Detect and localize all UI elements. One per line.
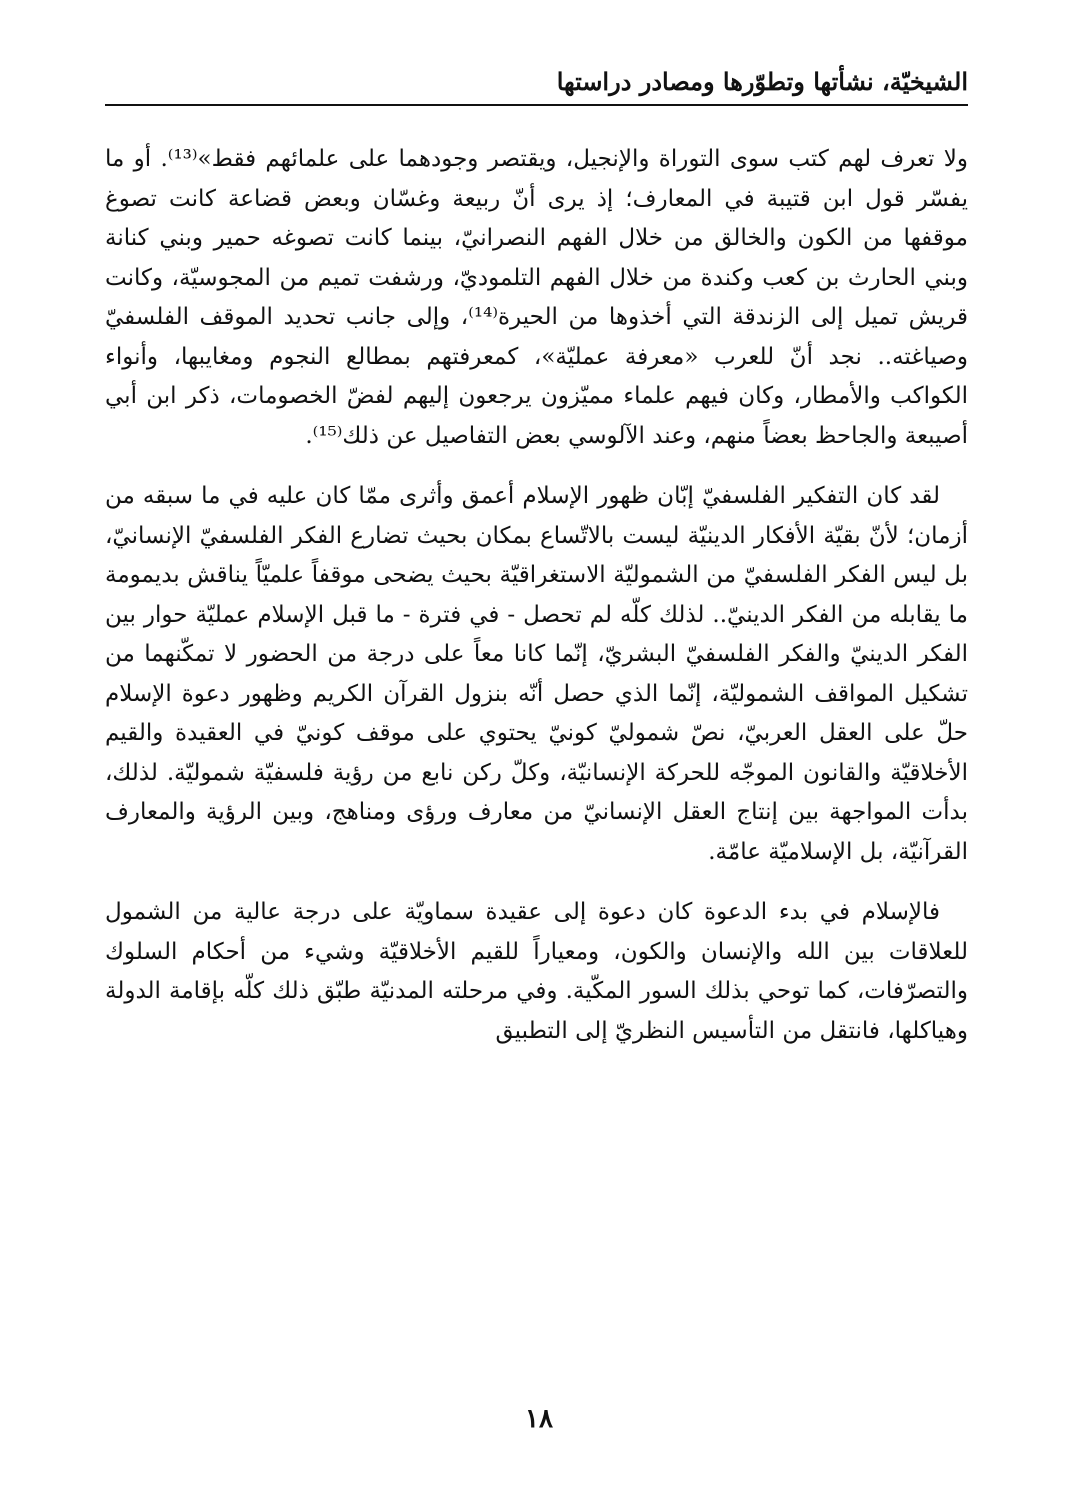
body-text xyxy=(105,140,968,1051)
paragraph-islam-early-call: فالإسلام في بدء الدعوة كان دعوة إلى عقيدة سماويّة على درجة عالية من الشمول للعلاقات بين الله والإنسان والكون، ومعياراً للقيم الأخلاقيّة وشيء من أحكام السلوك والتصرّفات، كما توحي بذلك السور المكّية. وفي مرحلته المدنيّة طبّق ذلك كلّه بإقامة الدولة وهياكلها، فانتقل من التأسيس النظريّ إلى التطبيق xyxy=(105,899,968,1044)
paragraph-continued: ولا تعرف لهم كتب سوى التوراة والإنجيل، ويقتصر وجودهما على علمائهم فقط»⁽¹³⁾. أو ما يفسّر قول ابن قتيبة في المعارف؛ إذ يرى أنّ ربيعة وغسّان وبعض قضاعة كانت تصوغ موقفها من الكون والخالق من خلال الفهم النصرانيّ، بينما كانت تصوغه حمير وبني كنانة وبني الحارث بن كعب وكندة من خلال الفهم التلموديّ، ورشفت تميم من المجوسيّة، وكانت قريش تميل إلى الزندقة التي أخذوها من الحيرة⁽¹⁴⁾، وإلى جانب تحديد الموقف الفلسفيّ وصياغته.. نجد أنّ للعرب «معرفة عمليّة»، كمعرفتهم بمطالع النجوم ومغايبها، وأنواء الكواكب والأمطار، وكان فيهم علماء مميّزون يرجعون إليهم لفضّ الخصومات، ذكر ابن أبي أصيبعة والجاحظ بعضاً منهم، وعند الآلوسي بعض التفاصيل عن ذلك⁽¹⁵⁾. xyxy=(105,146,968,449)
running-head-title: الشيخيّة، نشأتها وتطوّرها ومصادر دراستها xyxy=(556,67,968,96)
header-rule xyxy=(105,104,968,106)
page-number: ١٨ xyxy=(525,1404,553,1434)
paragraph-philosophical-thinking: لقد كان التفكير الفلسفيّ إبّان ظهور الإسلام أعمق وأثرى ممّا كان عليه في ما سبقه من أزمان؛ لأنّ بقيّة الأفكار الدينيّة ليست بالاتّساع بمكان بحيث تضارع الفكر الفلسفيّ الإنسانيّ، بل ليس الفكر الفلسفيّ من الشموليّة الاستغراقيّة بحيث يضحى موقفاً علميّاً يناقش بديمومة ما يقابله من الفكر الدينيّ.. لذلك كلّه لم تحصل - في فترة - ما قبل الإسلام عمليّة حوار بين الفكر الدينيّ والفكر الفلسفيّ البشريّ، إنّما كانا معاً على درجة من الحضور لا تمكّنهما من تشكيل المواقف الشموليّة، إنّما الذي حصل أنّه بنزول القرآن الكريم وظهور دعوة الإسلام حلّ على العقل العربيّ، نصّ شموليّ كونيّ يحتوي على موقف كونيّ في العقيدة والقيم الأخلاقيّة والقانون الموجّه للحركة الإنسانيّة، وكلّ ركن نابع من رؤية فلسفيّة شموليّة. لذلك، بدأت المواجهة بين إنتاج العقل الإنسانيّ من معارف ورؤى ومناهج، وبين الرؤية والمعارف القرآنيّة، بل الإسلاميّة عامّة. xyxy=(105,483,968,865)
